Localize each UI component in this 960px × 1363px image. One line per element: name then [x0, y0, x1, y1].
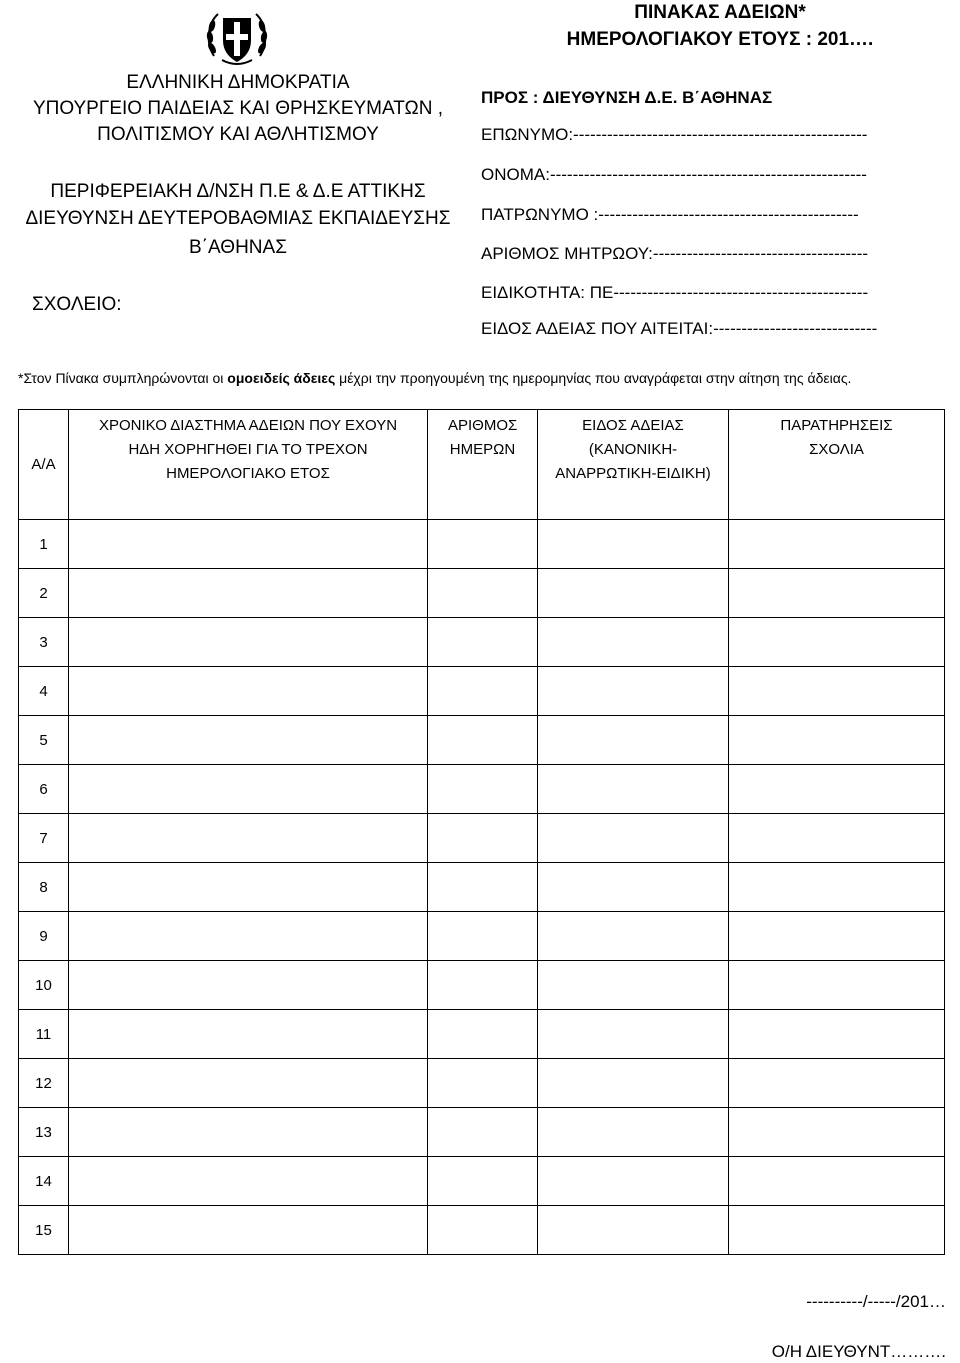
row-number: 7 [19, 814, 69, 863]
remarks-cell[interactable] [729, 618, 945, 667]
period-cell[interactable] [69, 912, 428, 961]
period-cell[interactable] [69, 1059, 428, 1108]
remarks-cell[interactable] [729, 1010, 945, 1059]
header-serial-number: Α/Α [19, 410, 69, 520]
leave-type-cell[interactable] [538, 1157, 729, 1206]
remarks-cell[interactable] [729, 716, 945, 765]
table-row [19, 716, 945, 765]
leave-type-cell[interactable] [538, 520, 729, 569]
leave-type-cell[interactable] [538, 1010, 729, 1059]
ministry-line-2: ΠΟΛΙΤΙΣΜΟΥ ΚΑΙ ΑΘΛΗΤΙΣΜΟΥ [97, 124, 379, 145]
period-cell[interactable] [69, 765, 428, 814]
leave-type-cell[interactable] [538, 1059, 729, 1108]
date-line: ----------/-----/201… [806, 1292, 946, 1311]
regional-directorate: ΠΕΡΙΦΕΡΕΙΑΚΗ Δ/ΝΣΗ Π.Ε & Δ.Ε ΑΤΤΙΚΗΣ [50, 181, 426, 202]
table-row [19, 569, 945, 618]
period-cell[interactable] [69, 1157, 428, 1206]
row-number: 6 [19, 765, 69, 814]
remarks-cell[interactable] [729, 912, 945, 961]
leave-table [18, 409, 945, 1255]
ministry-line-1: ΥΠΟΥΡΓΕΙΟ ΠΑΙΔΕΙΑΣ ΚΑΙ ΘΡΗΣΚΕΥΜΑΤΩΝ , [32, 98, 444, 119]
period-cell[interactable] [69, 569, 428, 618]
leave-type-cell[interactable] [538, 814, 729, 863]
days-cell[interactable] [428, 912, 538, 961]
table-row [19, 863, 945, 912]
greek-emblem-icon [204, 10, 270, 68]
row-number: 8 [19, 863, 69, 912]
table-row [19, 961, 945, 1010]
remarks-cell[interactable] [729, 1059, 945, 1108]
days-cell[interactable] [428, 1010, 538, 1059]
table-row [19, 814, 945, 863]
table-row [19, 1157, 945, 1206]
row-number: 11 [19, 1010, 69, 1059]
days-cell[interactable] [428, 618, 538, 667]
row-number: 9 [19, 912, 69, 961]
education-directorate: ΔΙΕΥΘΥΝΣΗ ΔΕΥΤΕΡΟΒΑΘΜΙΑΣ ΕΚΠΑΙΔΕΥΣΗΣ [25, 208, 451, 229]
period-cell[interactable] [69, 1206, 428, 1255]
country-name: ΕΛΛΗΝΙΚΗ ΔΗΜΟΚΡΑΤΙΑ [126, 72, 350, 93]
table-row [19, 912, 945, 961]
leave-type-cell[interactable] [538, 863, 729, 912]
table-row [19, 1010, 945, 1059]
note-text-bold: ομοειδείς άδειες [227, 370, 336, 386]
days-cell[interactable] [428, 667, 538, 716]
table-row [19, 1206, 945, 1255]
instruction-note [18, 370, 851, 386]
row-number: 10 [19, 961, 69, 1010]
row-number: 4 [19, 667, 69, 716]
remarks-cell[interactable] [729, 667, 945, 716]
table-row [19, 1108, 945, 1157]
row-number: 3 [19, 618, 69, 667]
days-cell[interactable] [428, 1157, 538, 1206]
row-number: 1 [19, 520, 69, 569]
days-cell[interactable] [428, 1108, 538, 1157]
days-cell[interactable] [428, 520, 538, 569]
form-title: ΠΙΝΑΚΑΣ ΑΔΕΙΩΝ* [634, 2, 806, 23]
table-row [19, 520, 945, 569]
remarks-cell[interactable] [729, 1157, 945, 1206]
leave-type-cell[interactable] [538, 569, 729, 618]
director-signature-line: Ο/Η ΔΙΕΥΘΥΝΤ………. [771, 1342, 946, 1361]
note-text-before: *Στον Πίνακα συμπληρώνονται οι [18, 370, 228, 386]
leave-type-cell[interactable] [538, 716, 729, 765]
table-row [19, 765, 945, 814]
remarks-cell[interactable] [729, 765, 945, 814]
surname-field: ΕΠΩΝΥΜΟ:---------------------------------------------------- [481, 125, 868, 144]
row-number: 2 [19, 569, 69, 618]
days-cell[interactable] [428, 814, 538, 863]
row-number: 14 [19, 1157, 69, 1206]
leave-type-cell[interactable] [538, 1108, 729, 1157]
header-days-count: ΑΡΙΘΜΟΣ ΗΜΕΡΩΝ [428, 410, 538, 520]
period-cell[interactable] [69, 863, 428, 912]
table-row [19, 1059, 945, 1108]
remarks-cell[interactable] [729, 520, 945, 569]
days-cell[interactable] [428, 716, 538, 765]
recipient-line: ΠΡΟΣ : ΔΙΕΥΘΥΝΣΗ Δ.Ε. Β΄ΑΘΗΝΑΣ [481, 88, 773, 107]
father-name-field: ΠΑΤΡΩΝΥΜΟ :---------------------------------------------- [481, 205, 859, 224]
school-label: ΣΧΟΛΕΙΟ: [32, 294, 122, 315]
period-cell[interactable] [69, 1108, 428, 1157]
leave-type-cell[interactable] [538, 1206, 729, 1255]
period-cell[interactable] [69, 618, 428, 667]
district-name: Β΄ΑΘΗΝΑΣ [189, 237, 287, 258]
leave-type-cell[interactable] [538, 765, 729, 814]
table-row [19, 667, 945, 716]
period-cell[interactable] [69, 1010, 428, 1059]
remarks-cell[interactable] [729, 1108, 945, 1157]
name-field: ΟΝΟΜΑ:-------------------------------------------------------- [481, 165, 867, 184]
note-text-after: μέχρι την προηγουμένη της ημερομηνίας που αναγράφεται στην αίτηση της άδειας. [335, 370, 852, 386]
table-row [19, 618, 945, 667]
remarks-cell[interactable] [729, 961, 945, 1010]
row-number: 13 [19, 1108, 69, 1157]
remarks-cell[interactable] [729, 1206, 945, 1255]
row-number: 15 [19, 1206, 69, 1255]
registry-number-field: ΑΡΙΘΜΟΣ ΜΗΤΡΩΟΥ:-------------------------------------- [481, 244, 869, 263]
header-period: ΧΡΟΝΙΚΟ ΔΙΑΣΤΗΜΑ ΑΔΕΙΩΝ ΠΟΥ ΕΧΟΥΝ ΗΔΗ ΧΟΡΗΓΗΘΕΙ ΓΙΑ ΤΟ ΤΡΕΧΟΝ ΗΜΕΡΟΛΟΓΙΑΚΟ ΕΤΟΣ [69, 410, 428, 520]
header-leave-type: ΕΙΔΟΣ ΑΔΕΙΑΣ (ΚΑΝΟΝΙΚΗ-ΑΝΑΡΡΩΤΙΚΗ-ΕΙΔΙΚΗ) [538, 410, 729, 520]
period-cell[interactable] [69, 814, 428, 863]
days-cell[interactable] [428, 863, 538, 912]
leave-type-requested-field: ΕΙΔΟΣ ΑΔΕΙΑΣ ΠΟΥ ΑΙΤΕΙΤΑΙ:----------------------------- [481, 319, 878, 338]
days-cell[interactable] [428, 1059, 538, 1108]
period-cell[interactable] [69, 667, 428, 716]
leave-type-cell[interactable] [538, 618, 729, 667]
days-cell[interactable] [428, 765, 538, 814]
days-cell[interactable] [428, 1206, 538, 1255]
table-header-row [19, 410, 945, 520]
header-remarks: ΠΑΡΑΤΗΡΗΣΕΙΣ ΣΧΟΛΙΑ [729, 410, 945, 520]
remarks-cell[interactable] [729, 569, 945, 618]
leave-type-cell[interactable] [538, 912, 729, 961]
remarks-cell[interactable] [729, 863, 945, 912]
remarks-cell[interactable] [729, 814, 945, 863]
leave-type-cell[interactable] [538, 961, 729, 1010]
form-subtitle: ΗΜΕΡΟΛΟΓΙΑΚΟΥ ΕΤΟΥΣ : 201…. [566, 29, 874, 50]
days-cell[interactable] [428, 569, 538, 618]
days-cell[interactable] [428, 961, 538, 1010]
row-number: 12 [19, 1059, 69, 1108]
period-cell[interactable] [69, 961, 428, 1010]
leave-type-cell[interactable] [538, 667, 729, 716]
period-cell[interactable] [69, 716, 428, 765]
specialty-field: ΕΙΔΙΚΟΤΗΤΑ: ΠΕ--------------------------------------------- [481, 283, 869, 302]
row-number: 5 [19, 716, 69, 765]
period-cell[interactable] [69, 520, 428, 569]
